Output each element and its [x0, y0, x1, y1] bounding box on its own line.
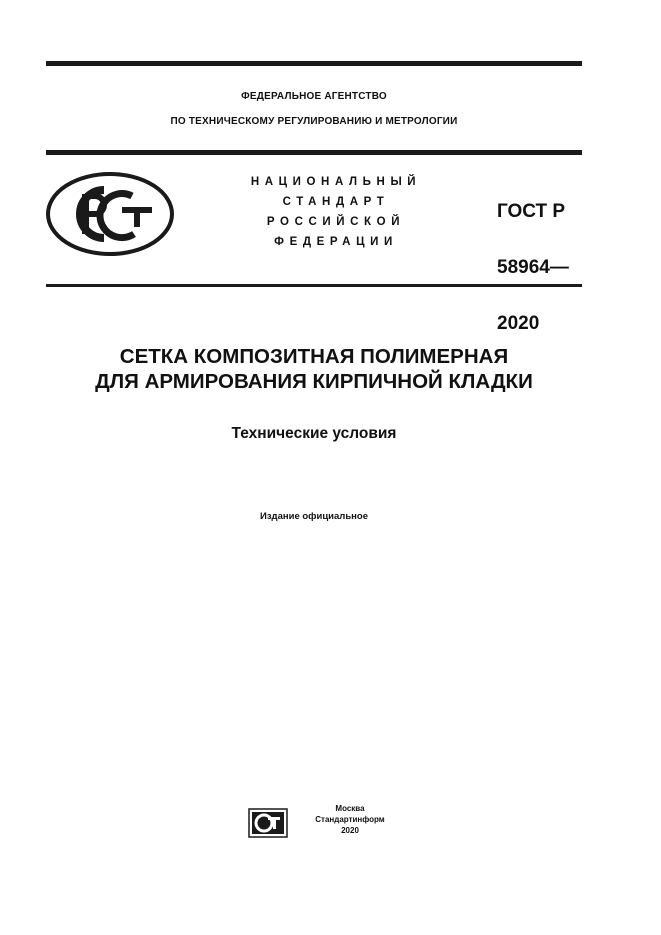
top-rule — [46, 61, 582, 66]
header-rule — [46, 150, 582, 155]
national-standard-line-2: СТАНДАРТ — [282, 196, 390, 208]
publisher-info — [305, 803, 395, 836]
national-standard-line-3: РОССИЙСКОЙ — [266, 216, 406, 228]
agency-line-1: ФЕДЕРАЛЬНОЕ АГЕНТСТВО — [241, 91, 387, 102]
document-subtitle: Технические условия — [231, 425, 397, 442]
document-title-line-2: ДЛЯ АРМИРОВАНИЯ КИРПИЧНОЙ КЛАДКИ — [95, 370, 533, 393]
document-title — [46, 344, 582, 394]
gost-code-line-2: 58964— — [497, 257, 569, 278]
publisher-city: Москва — [335, 804, 365, 813]
standartinform-logo-icon — [248, 808, 288, 838]
national-standard-line-1: НАЦИОНАЛЬНЫЙ — [250, 176, 422, 188]
national-standard-line-4: ФЕДЕРАЦИИ — [274, 236, 398, 248]
document-title-line-1: СЕТКА КОМПОЗИТНАЯ ПОЛИМЕРНАЯ — [119, 345, 509, 368]
gost-code-line-1: ГОСТ Р — [497, 201, 566, 222]
publisher-year: 2020 — [341, 826, 359, 835]
agency-line-2: ПО ТЕХНИЧЕСКОМУ РЕГУЛИРОВАНИЮ И МЕТРОЛОГИИ — [170, 116, 458, 127]
rst-logo-icon — [46, 172, 174, 256]
standard-block-rule — [46, 284, 582, 287]
national-standard-label — [230, 172, 442, 252]
gost-code-line-3: 2020 — [497, 313, 540, 334]
edition-label: Издание официальное — [260, 511, 368, 522]
publisher-name: Стандартинформ — [315, 815, 385, 824]
gost-code — [497, 170, 569, 366]
